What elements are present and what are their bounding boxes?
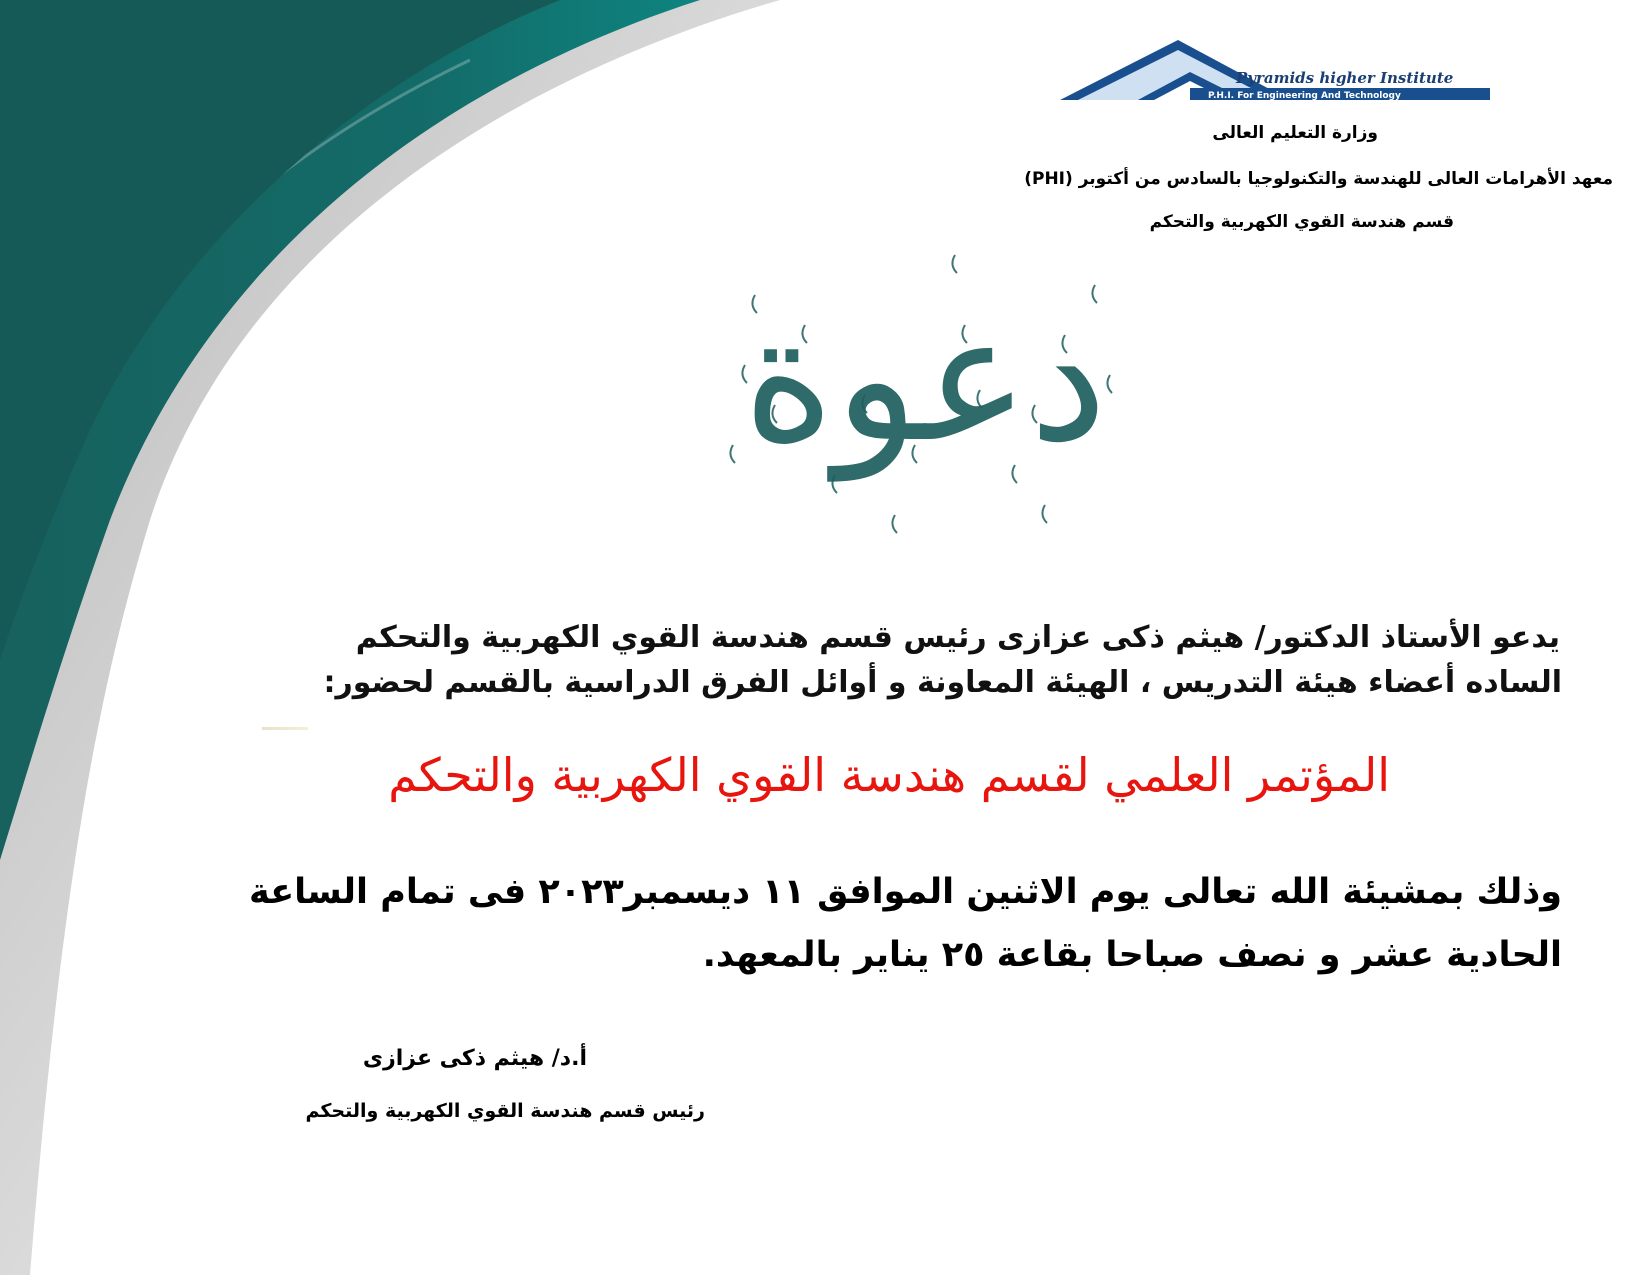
signature-name: أ.د/ هيثم ذكى عزازى [362, 1046, 587, 1071]
logo-subtitle: P.H.I. For Engineering And Technology [1208, 91, 1401, 101]
department-label: قسم هندسة القوي الكهربية والتحكم [1149, 212, 1454, 232]
invitation-line-2: الساده أعضاء هيئة التدريس ، الهيئة المعاونة و أوائل الفرق الدراسية بالقسم لحضور: [323, 665, 1562, 700]
institute-logo [1060, 38, 1500, 110]
event-details-line-1: وذلك بمشيئة الله تعالى يوم الاثنين الموافق ١١ ديسمبر٢٠٢٣ فى تمام الساعة [249, 872, 1562, 912]
logo-name: Pyramids higher Institute [1236, 69, 1454, 87]
ministry-label: وزارة التعليم العالى [1212, 123, 1378, 143]
conference-title: المؤتمر العلمي لقسم هندسة القوي الكهربية والتحكم [388, 748, 1390, 802]
institute-label: معهد الأهرامات العالى للهندسة والتكنولوجيا بالسادس من أكتوبر (PHI) [1024, 169, 1613, 189]
event-details-line-2: الحادية عشر و نصف صباحا بقاعة ٢٥ يناير بالمعهد. [702, 935, 1562, 975]
signature-title: رئيس قسم هندسة القوي الكهربية والتحكم [305, 1100, 705, 1122]
invitation-line-1: يدعو الأستاذ الدكتور/ هيثم ذكى عزازى رئيس قسم هندسة القوي الكهربية والتحكم [355, 620, 1560, 655]
invitation-heading: دعوة [742, 278, 1108, 481]
decorative-smudge [262, 727, 308, 730]
